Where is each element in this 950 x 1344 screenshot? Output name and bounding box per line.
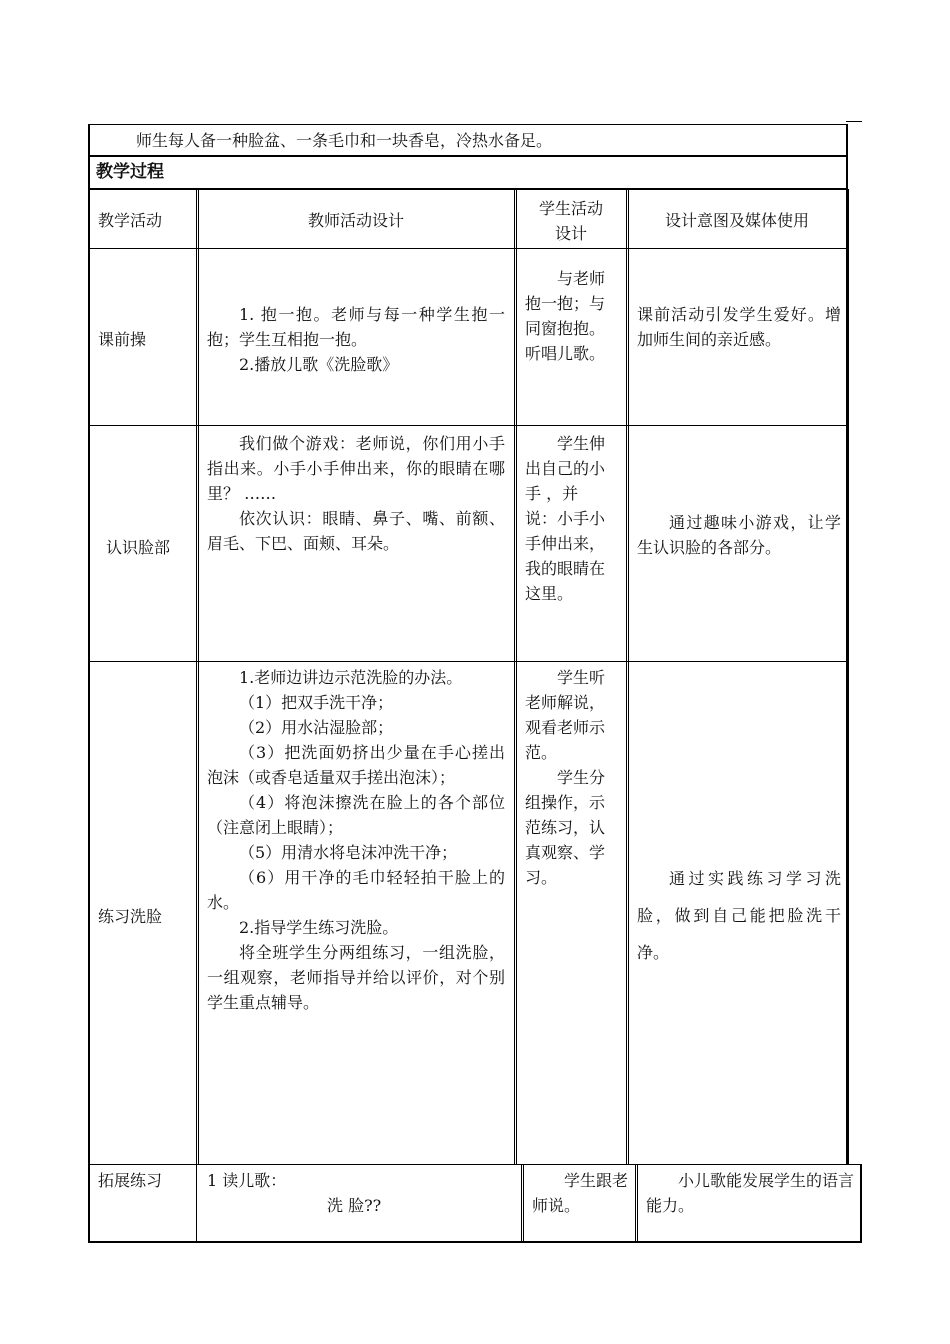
intent-paragraph: 课前活动引发学生爱好。增加师生间的亲近感。: [637, 305, 841, 349]
student-cell: [525, 266, 607, 366]
intent-paragraph: 小儿歌能发展学生的语言能力。: [646, 1171, 855, 1215]
teacher-paragraph: 2.指导学生练习洗脸。: [239, 918, 399, 937]
prep-line: 师生每人备一种脸盆、一条毛巾和一块香皂，冷热水备足。: [136, 131, 553, 150]
student-paragraph: 与老师抱一抱；与同窗抱抱。听唱儿歌。: [525, 269, 606, 363]
teacher-paragraph: 1 读儿歌：: [207, 1171, 287, 1190]
header-activity: 教学活动: [98, 211, 163, 230]
intent-cell: [637, 302, 841, 352]
student-paragraph: 学生跟老师说。: [532, 1171, 629, 1215]
teacher-paragraph: （1）把双手洗干净；: [239, 693, 394, 712]
teacher-cell: [207, 302, 505, 377]
intent-cell: [637, 860, 841, 971]
teacher-paragraph: 洗 脸??: [327, 1196, 382, 1215]
student-cell: [525, 665, 607, 890]
teacher-paragraph: （5）用清水将皂沫冲洗干净；: [239, 843, 458, 862]
row-activity: 认识脸部: [106, 538, 171, 557]
header-student: 学生活动 设计: [538, 199, 603, 243]
header-teacher: 教师活动设计: [307, 211, 404, 230]
teacher-paragraph: 我们做个游戏：老师说，你们用小手指出来。小手小手伸出来，你的眼睛在哪里？ ……: [207, 434, 505, 503]
teacher-cell: [207, 431, 505, 556]
row-activity: 练习洗脸: [98, 907, 163, 926]
header-intent: 设计意图及媒体使用: [664, 211, 809, 230]
teacher-paragraph: 依次认识：眼睛、鼻子、嘴、前额、眉毛、下巴、面颊、耳朵。: [207, 509, 505, 553]
intent-paragraph: 通过实践练习学习洗脸，做到自己能把脸洗干净。: [637, 869, 841, 962]
student-paragraph: 学生伸出自己的小手 ，并说：小手小手伸出来，我的眼睛在这里。: [525, 434, 606, 603]
student-paragraph: 学生分组操作，示范练习，认真观察、学习。: [525, 768, 606, 887]
section-title: 教学过程: [96, 162, 164, 182]
teacher-cell: [207, 665, 505, 1015]
intent-cell: [637, 510, 841, 560]
teacher-cell: [207, 1168, 517, 1218]
teacher-paragraph: （2）用水沾湿脸部；: [239, 718, 394, 737]
intent-cell: [646, 1168, 854, 1218]
teacher-paragraph: （6）用干净的毛巾轻轻拍干脸上的水。: [207, 868, 505, 912]
teacher-paragraph: 1. 抱一抱。老师与每一种学生抱一抱；学生互相抱一抱。: [207, 305, 505, 349]
row-activity: 拓展练习: [98, 1171, 163, 1190]
student-cell: [525, 431, 607, 606]
teacher-paragraph: 将全班学生分两组练习，一组洗脸，一组观察，老师指导并给以评价，对个别学生重点辅导。: [207, 943, 505, 1012]
teacher-paragraph: （4）将泡沫擦洗在脸上的各个部位（注意闭上眼睛）；: [207, 793, 505, 837]
student-paragraph: 学生听老师解说，观看老师示范。: [525, 668, 606, 762]
student-cell: [532, 1168, 630, 1218]
teacher-paragraph: 1.老师边讲边示范洗脸的办法。: [239, 668, 463, 687]
teacher-paragraph: 2.播放儿歌《洗脸歌》: [239, 355, 399, 374]
intent-paragraph: 通过趣味小游戏，让学生认识脸的各部分。: [637, 513, 841, 557]
row-activity: 课前操: [98, 330, 147, 349]
teacher-paragraph: （3）把洗面奶挤出少量在手心搓出泡沫（或香皂适量双手搓出泡沫）；: [207, 743, 505, 787]
